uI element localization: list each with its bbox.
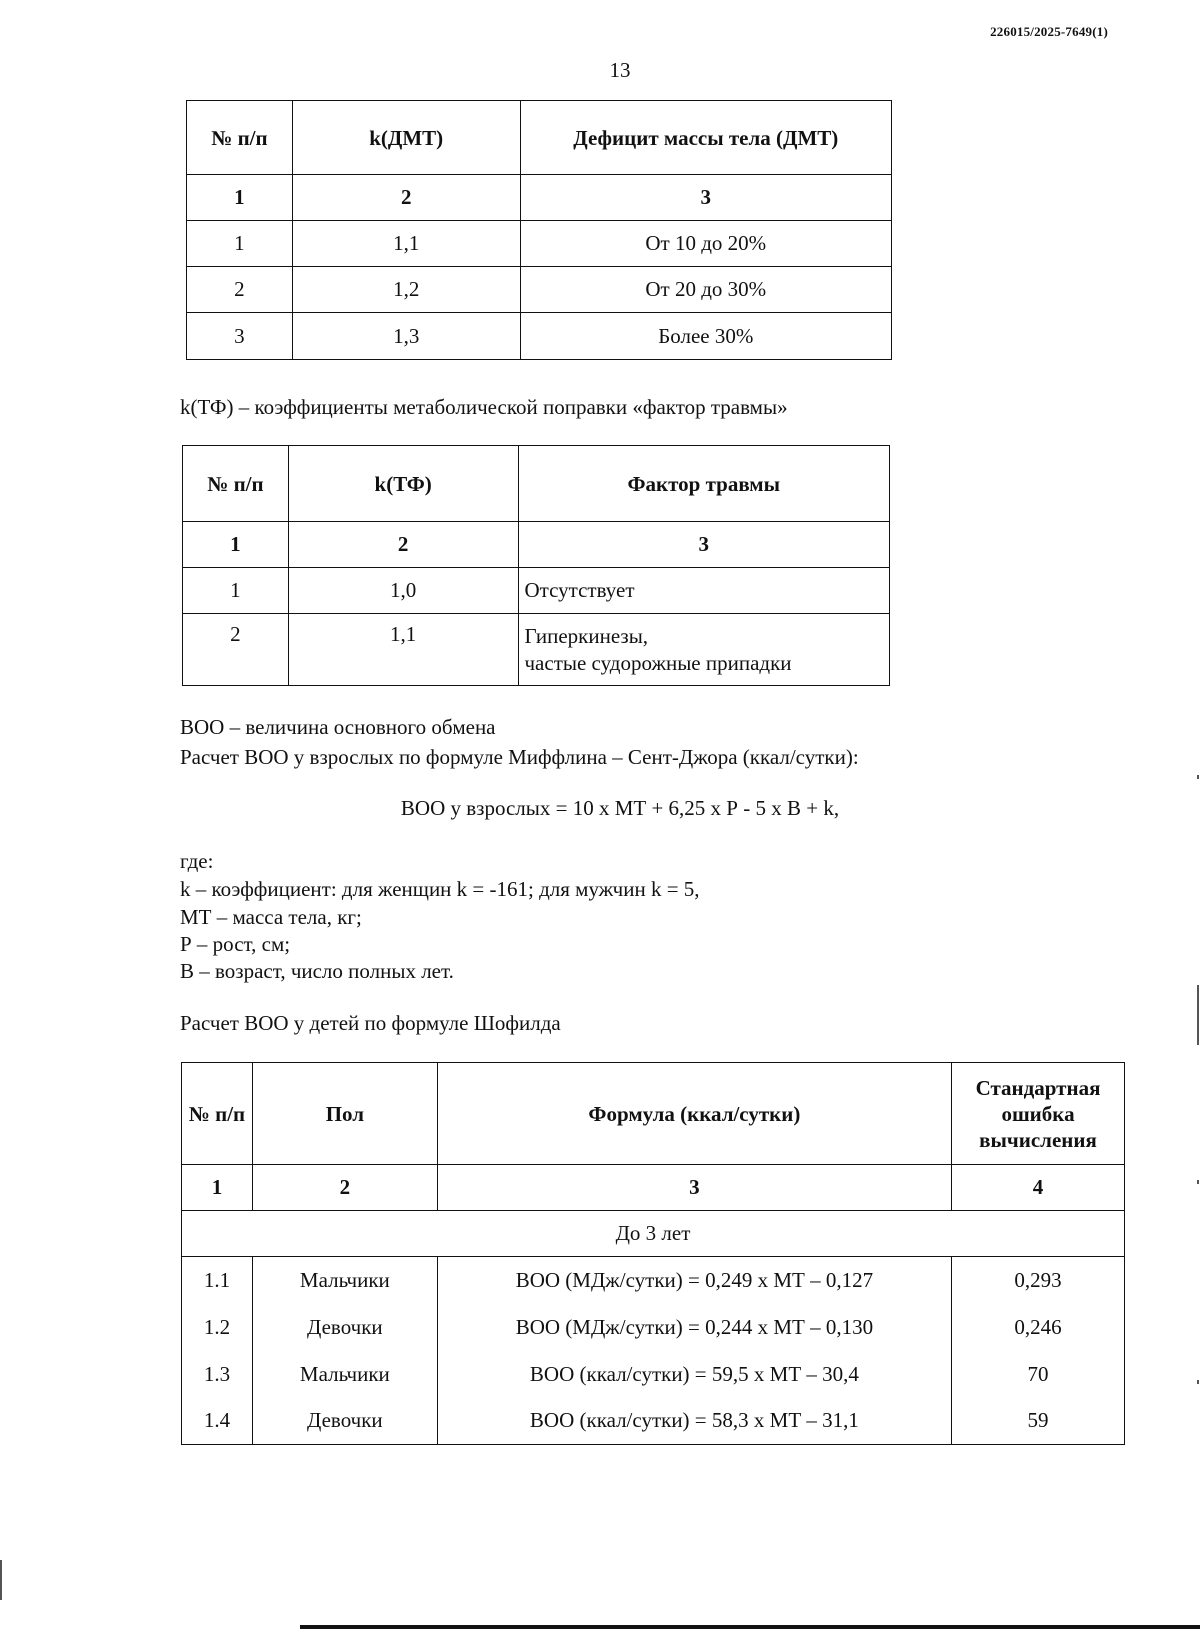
std-error: 0,246 <box>952 1304 1125 1351</box>
header-formula: Формула (ккал/сутки) <box>437 1063 951 1165</box>
trauma-factor: Отсутствует <box>518 568 890 614</box>
adult-formula: ВОО у взрослых = 10 х МТ + 6,25 х Р - 5 х В + k, <box>400 796 840 820</box>
col-number: 1 <box>183 522 289 568</box>
formula: ВОО (МДж/сутки) = 0,249 х МТ – 0,127 <box>437 1257 951 1304</box>
k-value: 1,1 <box>288 614 518 686</box>
formula: ВОО (ккал/сутки) = 59,5 х МТ – 30,4 <box>437 1351 951 1398</box>
col-number: 2 <box>252 1165 437 1211</box>
row-index: 1.3 <box>182 1351 253 1398</box>
row-index: 1 <box>183 568 289 614</box>
table-row <box>183 614 890 686</box>
age-section-label: До 3 лет <box>182 1211 1125 1257</box>
col-number: 2 <box>292 175 520 221</box>
table-row <box>182 1398 1125 1445</box>
bottom-scan-edge <box>300 1625 1200 1629</box>
row-index: 2 <box>183 614 289 686</box>
col-number: 3 <box>437 1165 951 1211</box>
scan-margin-mark <box>1197 1380 1199 1384</box>
dmt-range: Более 30% <box>520 313 891 360</box>
k-value: 1,0 <box>288 568 518 614</box>
dmt-range: От 20 до 30% <box>520 267 891 313</box>
trauma-factor-line-1: Гиперкинезы, <box>524 623 649 648</box>
row-index: 3 <box>187 313 293 360</box>
header-trauma-factor: Фактор травмы <box>518 446 890 522</box>
header-sex: Пол <box>252 1063 437 1165</box>
col-number: 4 <box>952 1165 1125 1211</box>
k-value: 1,1 <box>292 221 520 267</box>
table-row <box>187 221 892 267</box>
header-index: № п/п <box>187 101 293 175</box>
sex: Мальчики <box>252 1257 437 1304</box>
k-value: 1,3 <box>292 313 520 360</box>
scan-margin-mark <box>0 1560 2 1600</box>
dmt-table <box>186 100 892 360</box>
header-index: № п/п <box>182 1063 253 1165</box>
scan-margin-mark <box>1197 985 1199 1045</box>
header-k-dmt: k(ДМТ) <box>292 101 520 175</box>
scan-margin-mark <box>1197 775 1199 779</box>
page-number: 13 <box>609 58 631 82</box>
row-index: 1.1 <box>182 1257 253 1304</box>
where-label: где: <box>180 849 214 873</box>
dmt-range: От 10 до 20% <box>520 221 891 267</box>
trauma-factor <box>518 614 890 686</box>
tf-table <box>182 445 890 686</box>
col-number: 2 <box>288 522 518 568</box>
row-index: 1 <box>187 221 293 267</box>
sex: Девочки <box>252 1304 437 1351</box>
schofield-table <box>181 1062 1125 1445</box>
col-number: 3 <box>520 175 891 221</box>
document-id: 226015/2025-7649(1) <box>990 24 1108 39</box>
p-definition: Р – рост, см; <box>180 932 291 956</box>
header-k-tf: k(ТФ) <box>288 446 518 522</box>
row-index: 1.4 <box>182 1398 253 1445</box>
b-definition: В – возраст, число полных лет. <box>180 959 454 983</box>
voo-child-intro: Расчет ВОО у детей по формуле Шофилда <box>180 1011 561 1035</box>
sex: Мальчики <box>252 1351 437 1398</box>
std-error: 0,293 <box>952 1257 1125 1304</box>
voo-definition: ВОО – величина основного обмена <box>180 715 496 739</box>
formula: ВОО (ккал/сутки) = 58,3 х МТ – 31,1 <box>437 1398 951 1445</box>
k-definition: k – коэффициент: для женщин k = -161; для мужчин k = 5, <box>180 877 700 901</box>
col-number: 1 <box>187 175 293 221</box>
row-index: 2 <box>187 267 293 313</box>
table-row <box>182 1351 1125 1398</box>
col-number: 3 <box>518 522 890 568</box>
col-number: 1 <box>182 1165 253 1211</box>
mt-definition: МТ – масса тела, кг; <box>180 905 362 929</box>
voo-adult-intro: Расчет ВОО у взрослых по формуле Миффлина – Сент-Джора (ккал/сутки): <box>180 745 859 769</box>
table-row <box>187 267 892 313</box>
sex: Девочки <box>252 1398 437 1445</box>
table-row <box>187 313 892 360</box>
table-row <box>183 568 890 614</box>
table-row <box>182 1304 1125 1351</box>
k-value: 1,2 <box>292 267 520 313</box>
row-index: 1.2 <box>182 1304 253 1351</box>
formula: ВОО (МДж/сутки) = 0,244 х МТ – 0,130 <box>437 1304 951 1351</box>
table-row <box>182 1257 1125 1304</box>
header-dmt: Дефицит массы тела (ДМТ) <box>520 101 891 175</box>
std-error: 70 <box>952 1351 1125 1398</box>
header-index: № п/п <box>183 446 289 522</box>
std-error: 59 <box>952 1398 1125 1445</box>
trauma-factor-line-2: частые судорожные припадки <box>524 650 792 675</box>
tf-caption: k(ТФ) – коэффициенты метаболической поправки «фактор травмы» <box>180 395 788 419</box>
scan-margin-mark <box>1197 1180 1199 1184</box>
header-std-error: Стандартная ошибка вычисления <box>952 1063 1125 1165</box>
